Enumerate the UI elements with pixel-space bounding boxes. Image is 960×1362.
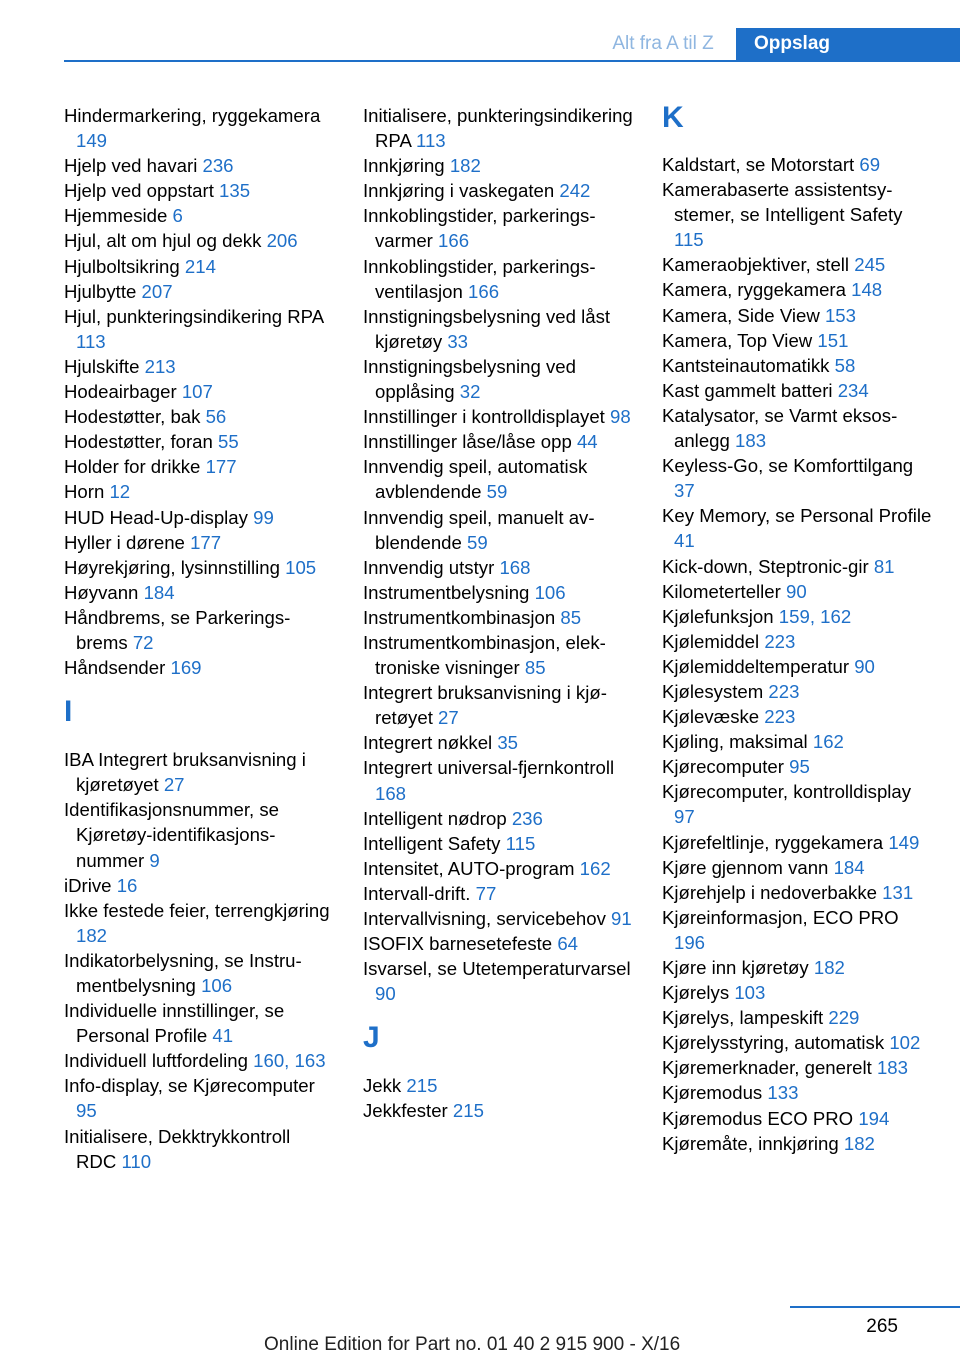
index-entry-term: Kjøremåte, innkjøring	[662, 1132, 844, 1154]
page-reference-link[interactable]: 213	[144, 355, 176, 377]
page-reference-link[interactable]: 107	[181, 381, 213, 403]
index-entry	[363, 856, 633, 881]
index-column-3	[662, 103, 932, 1156]
index-entry	[64, 530, 334, 555]
index-entry	[662, 1106, 932, 1131]
index-entry	[363, 755, 633, 805]
index-entry	[662, 252, 932, 277]
index-letter-heading: I	[64, 695, 73, 729]
index-entry	[662, 905, 932, 955]
index-entry	[662, 1030, 932, 1055]
index-entry	[64, 655, 334, 680]
page-reference-link[interactable]: 229	[828, 1007, 860, 1029]
index-entry-term: Kjøremodus	[662, 1082, 768, 1104]
index-entry-term: Ikke festede feier, terrengkjøring	[64, 899, 330, 921]
index-entry-term: Key Memory, se Personal Profile	[662, 505, 932, 527]
index-entry-term: Hjelp ved oppstart	[64, 180, 220, 202]
index-entry	[662, 453, 932, 503]
index-entry	[363, 806, 633, 831]
index-entry-term: Kast gammelt batteri	[662, 379, 838, 401]
index-entry-term: Høyrekjøring, lysinnstilling	[64, 556, 286, 578]
index-entry-term: Kjørelys	[662, 982, 735, 1004]
index-entry-term: Jekk	[363, 1075, 407, 1097]
page-reference-link[interactable]: 115	[505, 832, 536, 854]
page-reference-link[interactable]: 223	[764, 706, 796, 728]
index-entry	[363, 454, 633, 504]
index-entry-term: Innvendig speil, automatisk avblendende	[363, 456, 588, 503]
index-entry	[363, 203, 633, 253]
index-entry	[64, 228, 334, 253]
page-reference-link[interactable]: 77	[475, 882, 497, 904]
index-entry	[662, 303, 932, 328]
index-entry-term: Kjørelys, lampeskift	[662, 1007, 829, 1029]
index-entry	[363, 304, 633, 354]
page-reference-link[interactable]: 215	[452, 1100, 484, 1122]
index-entry-term: Innstillinger i kontrolldisplayet	[363, 406, 611, 428]
page-reference-link[interactable]: 182	[843, 1132, 875, 1154]
page-reference-link[interactable]: 27	[163, 774, 185, 796]
index-entry-term: Kjølemiddel	[662, 630, 765, 652]
index-entry	[64, 479, 334, 504]
page-reference-link[interactable]: 153	[824, 304, 856, 326]
index-entry	[64, 797, 334, 872]
index-entry-term: Hjelp ved havari	[64, 155, 203, 177]
page-reference-link[interactable]: 159, 162	[778, 605, 852, 627]
index-entry-term: Initialisere, punkteringsindikering RPA	[363, 105, 633, 152]
index-entry	[64, 555, 334, 580]
page-reference-link[interactable]: 214	[184, 255, 216, 277]
page-reference-link[interactable]: 9	[149, 849, 160, 871]
index-entry-term: Innkjøring i vaskegaten	[363, 180, 560, 202]
index-entry-term: Innvendig utstyr	[363, 556, 500, 578]
index-entry	[662, 830, 932, 855]
index-entry	[363, 505, 633, 555]
index-entry	[64, 580, 334, 605]
index-entry	[64, 454, 334, 479]
index-entry	[64, 404, 334, 429]
page-reference-link[interactable]: 37	[674, 480, 695, 502]
index-entry-term: Intelligent Safety	[363, 832, 506, 854]
index-entry-term: Innkoblingstider, parkeringsventilasjon	[363, 255, 596, 302]
page-reference-link[interactable]: 223	[764, 630, 796, 652]
page-reference-link[interactable]: 131	[882, 881, 914, 903]
page-reference-link[interactable]: 113	[416, 130, 446, 152]
page-reference-link[interactable]: 32	[459, 381, 481, 403]
page-reference-link[interactable]: 169	[170, 657, 202, 679]
index-entry-term: Isvarsel, se Utetemperaturvarsel	[363, 958, 631, 980]
index-entry-term: Intensitet, AUTO-program	[363, 857, 580, 879]
index-entry	[662, 328, 932, 353]
page-reference-link[interactable]: 194	[858, 1107, 890, 1129]
index-entry-term: Horn	[64, 481, 110, 503]
index-entry-term: Innstigningsbelysning ved låst kjøretøy	[363, 305, 611, 352]
index-entry-term: HUD Head-Up-display	[64, 506, 254, 528]
index-entry	[64, 948, 334, 998]
index-entry	[662, 654, 932, 679]
index-entry	[64, 747, 334, 797]
page-reference-link[interactable]: 44	[576, 431, 598, 453]
index-entry	[363, 605, 633, 630]
page-reference-link[interactable]: 99	[253, 506, 274, 528]
page-reference-link[interactable]: 162	[579, 857, 611, 879]
page-reference-link[interactable]: 168	[499, 556, 531, 578]
page-reference-link[interactable]: 90	[854, 655, 875, 677]
index-entry-term: Håndsender	[64, 657, 171, 679]
index-letter-heading: K	[662, 101, 684, 134]
page-reference-link[interactable]: 236	[511, 807, 543, 829]
index-entry-term: Individuelle innstillinger, se Personal Profile	[64, 1000, 285, 1047]
page-reference-link[interactable]: 236	[202, 155, 234, 177]
page-reference-link[interactable]: 242	[559, 180, 591, 202]
index-entry-term: Hjulskifte	[64, 355, 145, 377]
page-reference-link[interactable]: 98	[610, 406, 631, 428]
header-rule	[64, 60, 960, 62]
index-entry-term: Høyvann	[64, 581, 144, 603]
page-number: 265	[866, 1316, 898, 1337]
page-reference-link[interactable]: 16	[116, 874, 138, 896]
page-reference-link[interactable]: 85	[560, 606, 582, 628]
index-entry-term: Kjørefeltlinje, ryggekamera	[662, 831, 889, 853]
page-reference-link[interactable]: 184	[143, 581, 175, 603]
index-entry	[662, 629, 932, 654]
index-entry	[662, 704, 932, 729]
index-entry	[662, 378, 932, 403]
index-entry	[662, 779, 932, 829]
index-entry	[662, 729, 932, 754]
index-entry	[662, 855, 932, 880]
index-entry-term: Intervallvisning, servicebehov	[363, 908, 612, 929]
index-entry	[662, 679, 932, 704]
index-entry-term: Kamera, Side View	[662, 304, 825, 326]
page-reference-link[interactable]: 69	[859, 154, 881, 175]
page-reference-link[interactable]: 234	[837, 379, 869, 401]
page-reference-link[interactable]: 151	[817, 329, 849, 351]
index-entry	[64, 178, 334, 203]
page-reference-link[interactable]: 12	[109, 481, 131, 503]
page-reference-link[interactable]: 182	[76, 924, 108, 946]
page-reference-link[interactable]: 166	[438, 230, 470, 252]
page-reference-link[interactable]: 183	[735, 430, 767, 452]
index-entry-term: Indikatorbelysning, se Instrumentbelysning	[64, 949, 302, 996]
index-entry	[64, 153, 334, 178]
page-reference-link[interactable]: 6	[172, 205, 183, 227]
page-reference-link[interactable]: 135	[219, 180, 251, 202]
index-entry	[662, 579, 932, 604]
index-entry-term: Kamera, ryggekamera	[662, 279, 852, 301]
index-entry-term: Info-display, se Kjørecomputer	[64, 1075, 315, 1097]
index-entry-term: Identifikasjonsnummer, se Kjøretøy-identifikasjonsnummer	[64, 799, 279, 871]
index-entry-term: Kjøre gjennom vann	[662, 856, 834, 878]
page-reference-link[interactable]: 97	[674, 806, 695, 828]
page-reference-link[interactable]: 90	[375, 983, 396, 1005]
index-entry-term: Kjøreinformasjon, ECO PRO	[662, 906, 899, 928]
page-reference-link[interactable]: 183	[876, 1057, 908, 1079]
page-reference-link[interactable]: 33	[447, 330, 468, 352]
page-reference-link[interactable]: 81	[873, 555, 895, 577]
index-entry-term: Integrert nøkkel	[363, 732, 498, 754]
index-entry-term: Kjørecomputer	[662, 756, 790, 778]
index-entry-term: Kaldstart, se Motorstart	[662, 154, 860, 175]
index-entry	[363, 354, 633, 404]
index-entry-term: Initialisere, Dekktrykkontroll RDC	[64, 1125, 291, 1172]
index-entry-term: Hyller i dørene	[64, 531, 191, 553]
index-entry-term: Kjørelysstyring, automatisk	[662, 1032, 890, 1054]
index-entry-term: Innstigningsbelysning ved opplåsing	[363, 355, 576, 403]
index-entry-term: Innkoblingstider, parkeringsvarmer	[363, 205, 596, 252]
index-entry	[363, 730, 633, 755]
index-entry	[363, 831, 633, 856]
page-reference-link[interactable]: 103	[734, 982, 766, 1004]
page-reference-link[interactable]: 182	[813, 957, 845, 978]
index-entry-term: Hjemmeside	[64, 205, 173, 227]
page-reference-link[interactable]: 215	[406, 1075, 438, 1097]
index-entry-term: Integrert bruksanvisning i kjøretøyet	[363, 682, 607, 729]
index-entry	[363, 153, 633, 178]
index-entry	[363, 1098, 633, 1123]
page-reference-link[interactable]: 41	[212, 1025, 234, 1047]
index-entry	[363, 103, 633, 153]
index-entry	[662, 880, 932, 905]
section-tab: Alt fra A til Z	[590, 28, 736, 60]
page-reference-link[interactable]: 162	[812, 731, 844, 753]
index-entry	[662, 277, 932, 302]
index-entry	[64, 354, 334, 379]
index-entry-term: Hjul, punkteringsindikering RPA	[64, 305, 324, 327]
index-entry-term: Kamerabaserte assistentsystemer, se Intelligent Safety	[662, 179, 903, 226]
index-entry-term: Hodeairbager	[64, 381, 182, 403]
page-reference-link[interactable]: 168	[375, 782, 407, 804]
page-reference-link[interactable]: 72	[132, 631, 154, 653]
index-entry	[363, 555, 633, 580]
index-entry	[662, 403, 932, 453]
index-entry	[363, 956, 633, 1006]
index-entry-term: ISOFIX barnesetefeste	[363, 933, 558, 955]
page-reference-link[interactable]: 196	[674, 931, 706, 953]
index-entry	[363, 1073, 633, 1098]
page-reference-link[interactable]: 41	[674, 530, 695, 552]
page-reference-link[interactable]: 102	[889, 1032, 921, 1054]
page-reference-link[interactable]: 90	[786, 580, 807, 602]
index-entry-term: Kjøremerknader, generelt	[662, 1057, 877, 1079]
index-entry	[662, 353, 932, 378]
index-entry-term: iDrive	[64, 874, 117, 896]
page-reference-link[interactable]: 223	[768, 680, 800, 702]
chapter-tab: Oppslag	[736, 28, 960, 60]
index-entry	[64, 873, 334, 898]
index-entry-term: Kjølemiddeltemperatur	[662, 655, 855, 677]
index-entry	[64, 898, 334, 948]
page-reference-link[interactable]: 95	[76, 1100, 97, 1122]
index-entry	[662, 1080, 932, 1105]
index-entry-term: Kjølevæske	[662, 706, 765, 728]
index-entry	[363, 906, 633, 931]
index-column-2	[363, 103, 633, 1124]
index-entry	[662, 554, 932, 579]
index-entry-term: Innkjøring	[363, 155, 450, 177]
index-entry	[662, 980, 932, 1005]
index-entry-term: Kilometerteller	[662, 580, 787, 602]
page-reference-link[interactable]: 106	[534, 581, 566, 603]
index-entry	[363, 404, 633, 429]
index-entry-term: Keyless-Go, se Komforttilgang	[662, 455, 914, 477]
index-entry-term: Håndbrems, se Parkeringsbrems	[64, 606, 291, 653]
page-reference-link[interactable]: 105	[285, 556, 317, 578]
index-entry	[662, 503, 932, 553]
index-entry	[64, 203, 334, 228]
index-entry	[363, 680, 633, 730]
index-entry	[64, 1073, 334, 1123]
index-entry	[363, 178, 633, 203]
index-entry	[662, 152, 932, 177]
index-entry-term: Innvendig speil, manuelt avblendende	[363, 506, 595, 553]
page-reference-link[interactable]: 35	[497, 732, 519, 754]
index-entry-term: Kjøremodus ECO PRO	[662, 1107, 859, 1129]
page-reference-link[interactable]: 166	[468, 280, 500, 302]
index-entry-term: Kjølesystem	[662, 680, 769, 702]
index-entry-term: Hjulboltsikring	[64, 255, 185, 277]
index-entry	[363, 630, 633, 680]
index-entry	[363, 931, 633, 956]
index-entry-term: Instrumentkombinasjon	[363, 606, 561, 628]
index-entry	[64, 1048, 334, 1073]
index-letter-heading: J	[363, 1021, 380, 1055]
index-entry	[64, 304, 334, 354]
index-entry	[64, 254, 334, 279]
index-entry	[662, 1131, 932, 1156]
index-entry-term: Kick-down, Steptronic-gir	[662, 555, 874, 577]
page-reference-link[interactable]: 59	[486, 481, 508, 503]
index-entry-term: Kjølefunksjon	[662, 605, 779, 627]
index-entry-term: Instrumentkombinasjon, elektroniske visninger	[363, 631, 606, 679]
page-reference-link[interactable]: 177	[190, 531, 222, 553]
index-entry	[64, 605, 334, 655]
page-reference-link[interactable]: 64	[557, 933, 578, 955]
index-entry-term: Hodestøtter, foran	[64, 431, 218, 453]
page-reference-link[interactable]: 149	[888, 831, 920, 853]
index-column-1	[64, 103, 334, 1174]
index-entry-term: Kjørehjelp i nedoverbakke	[662, 881, 883, 903]
index-entry	[64, 103, 334, 153]
index-entry-term: Kameraobjektiver, stell	[662, 254, 855, 276]
index-entry	[64, 429, 334, 454]
page-reference-link[interactable]: 58	[834, 354, 856, 376]
page-reference-link[interactable]: 113	[76, 330, 106, 352]
page-reference-link[interactable]: 177	[205, 456, 237, 478]
page-reference-link[interactable]: 85	[524, 657, 546, 679]
page-reference-link[interactable]: 182	[449, 155, 481, 177]
page-reference-link[interactable]: 160, 163	[253, 1050, 326, 1072]
index-entry-term: Intervall-drift.	[363, 882, 476, 904]
page-reference-link[interactable]: 207	[141, 280, 173, 302]
index-entry	[64, 505, 334, 530]
page-reference-link[interactable]: 245	[854, 254, 886, 276]
edition-footer: Online Edition for Part no. 01 40 2 915 900 - X/16	[264, 1334, 681, 1355]
page-reference-link[interactable]: 91	[611, 908, 632, 929]
index-entry-term: Jekkfester	[363, 1100, 453, 1122]
index-entry-term: IBA Integrert bruksanvisning i kjøretøyet	[64, 749, 306, 796]
index-entry	[363, 580, 633, 605]
index-entry-term: Kamera, Top View	[662, 329, 818, 351]
page-reference-link[interactable]: 106	[201, 975, 233, 996]
footer-rule	[790, 1306, 960, 1308]
index-entry-term: Hodestøtter, bak	[64, 406, 206, 428]
index-entry-term: Kantsteinautomatikk	[662, 354, 835, 376]
index-entry-term: Kjøre inn kjøretøy	[662, 957, 814, 978]
index-entry	[64, 279, 334, 304]
index-entry	[662, 955, 932, 980]
page-reference-link[interactable]: 56	[205, 406, 227, 428]
page-reference-link[interactable]: 59	[467, 531, 488, 553]
index-entry-term: Innstillinger låse/låse opp	[363, 431, 577, 453]
page-reference-link[interactable]: 115	[674, 229, 704, 251]
index-entry-term: Katalysator, se Varmt eksosanlegg	[662, 404, 898, 452]
index-entry-term: Kjørecomputer, kontrolldisplay	[662, 781, 912, 803]
index-entry	[64, 1124, 334, 1174]
index-entry	[662, 1005, 932, 1030]
index-entry-term: Kjøling, maksimal	[662, 731, 813, 753]
index-entry-term: Hjul, alt om hjul og dekk	[64, 230, 267, 252]
page-reference-link[interactable]: 206	[266, 230, 298, 252]
index-entry	[363, 881, 633, 906]
page-reference-link[interactable]: 27	[438, 707, 459, 729]
index-entry	[662, 1055, 932, 1080]
page-reference-link[interactable]: 149	[76, 130, 108, 152]
index-entry	[363, 429, 633, 454]
index-entry	[64, 379, 334, 404]
index-entry	[662, 177, 932, 252]
index-entry	[662, 754, 932, 779]
index-entry-term: Hindermarkering, ryggekamera	[64, 105, 321, 126]
index-entry	[363, 254, 633, 304]
index-entry-term: Instrumentbelysning	[363, 581, 535, 603]
page-reference-link[interactable]: 110	[121, 1150, 152, 1172]
index-entry-term: Integrert universal-fjernkontroll	[363, 757, 615, 779]
index-entry-term: Hjulbytte	[64, 280, 142, 302]
index-entry-term: Individuell luftfordeling	[64, 1050, 254, 1072]
index-entry-term: Intelligent nødrop	[363, 807, 512, 829]
page-reference-link[interactable]: 95	[789, 756, 810, 778]
index-entry	[662, 604, 932, 629]
page-reference-link[interactable]: 133	[767, 1082, 799, 1104]
page-reference-link[interactable]: 148	[851, 279, 883, 301]
page-reference-link[interactable]: 184	[833, 856, 865, 878]
page-reference-link[interactable]: 55	[218, 431, 239, 453]
index-entry	[64, 998, 334, 1048]
index-entry-term: Holder for drikke	[64, 456, 206, 478]
